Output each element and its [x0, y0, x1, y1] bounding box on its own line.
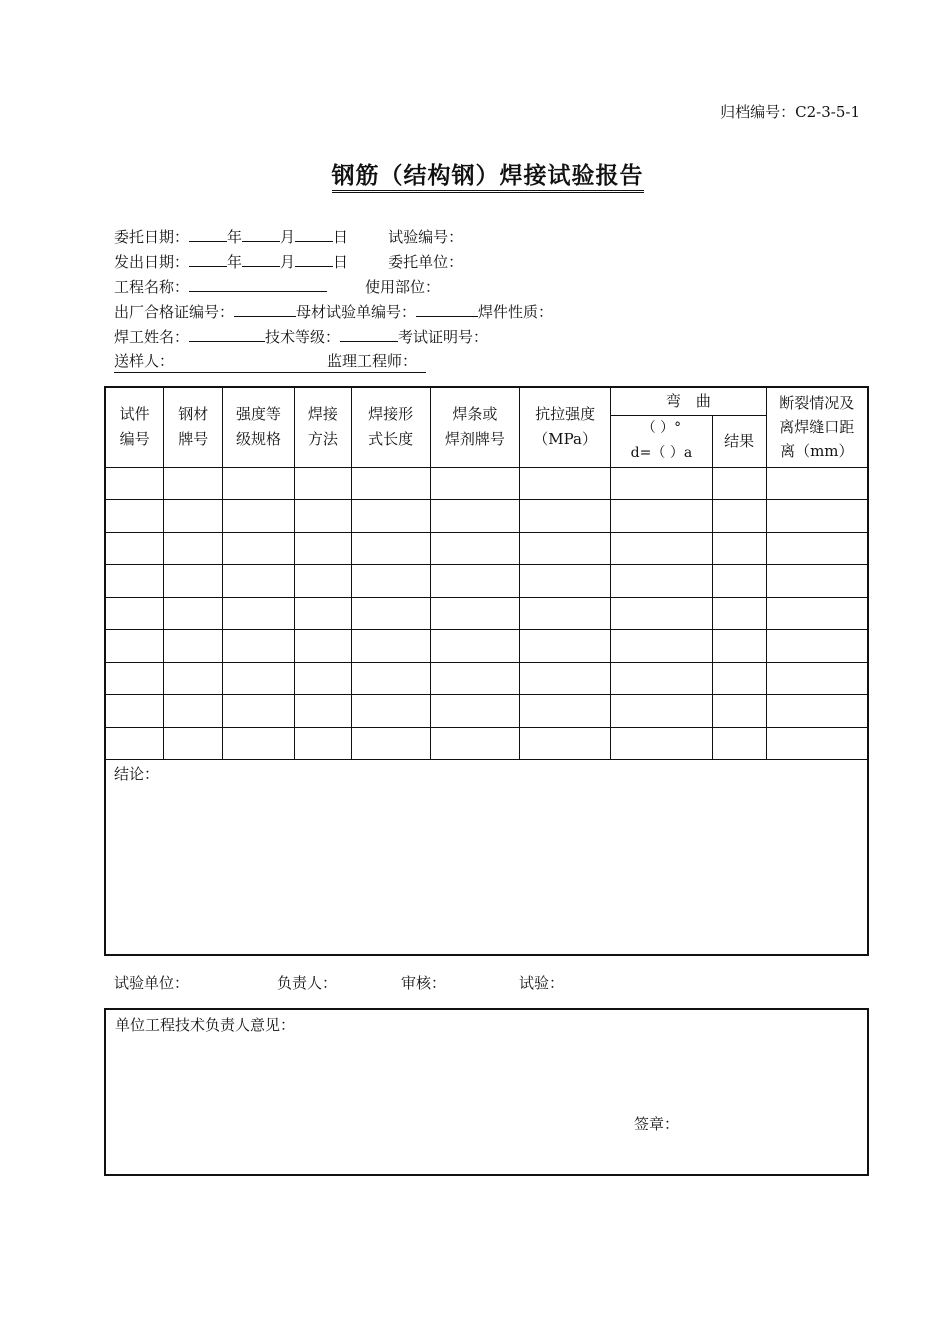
table-row	[105, 662, 868, 695]
header-row-1	[105, 387, 868, 415]
header-text-line: 试件	[119, 405, 150, 424]
table-cell[interactable]	[105, 630, 164, 663]
header-text-line: 断裂情况及	[779, 394, 855, 413]
table-cell[interactable]	[223, 467, 295, 500]
table-cell[interactable]	[223, 662, 295, 695]
table-cell[interactable]	[766, 597, 868, 630]
entrust-unit-label: 委托单位：	[388, 253, 464, 271]
table-cell[interactable]	[611, 532, 713, 565]
entrust-month-blank[interactable]	[242, 227, 280, 242]
line-sender	[114, 350, 426, 373]
header-text-line: 级规格	[236, 430, 282, 449]
conclusion-row	[105, 760, 868, 956]
table-cell[interactable]	[611, 500, 713, 533]
entrust-date-label: 委托日期：	[114, 228, 190, 246]
table-cell[interactable]	[294, 630, 351, 663]
table-cell[interactable]	[294, 500, 351, 533]
header-text-line: 式长度	[368, 430, 414, 449]
table-cell[interactable]	[105, 532, 164, 565]
table-cell[interactable]	[351, 695, 430, 728]
table-cell[interactable]	[430, 532, 520, 565]
opinion-label: 单位工程技术负责人意见：	[115, 1016, 296, 1034]
header-text-line: （ ）°	[641, 420, 682, 436]
header-text-line: 牌号	[178, 430, 209, 449]
month-label: 月	[280, 228, 296, 246]
header-text-line: 焊剂牌号	[444, 430, 505, 449]
header-text-line: 方法	[307, 430, 338, 449]
table-cell[interactable]	[712, 565, 766, 598]
header-text-line: d=（ ）a	[630, 445, 693, 461]
table-cell[interactable]	[766, 565, 868, 598]
results-table	[104, 386, 869, 956]
table-cell[interactable]	[430, 467, 520, 500]
issue-day-blank[interactable]	[295, 252, 333, 267]
table-cell[interactable]	[430, 662, 520, 695]
table-cell[interactable]	[712, 662, 766, 695]
factory-cert-blank[interactable]	[234, 302, 296, 317]
table-cell[interactable]	[164, 727, 223, 760]
project-name-label: 工程名称：	[114, 278, 190, 296]
table-cell[interactable]	[712, 727, 766, 760]
table-cell[interactable]	[351, 662, 430, 695]
day-label: 日	[333, 228, 349, 246]
header-bend-angle	[611, 415, 713, 467]
table-cell[interactable]	[611, 662, 713, 695]
test-no-label: 试验编号：	[388, 228, 464, 246]
table-cell[interactable]	[164, 532, 223, 565]
tech-grade-blank[interactable]	[340, 327, 398, 342]
issue-date-label: 发出日期：	[114, 253, 190, 271]
table-row	[105, 695, 868, 728]
header-text-line: 焊接	[307, 405, 338, 424]
base-test-label: 母材试验单编号：	[296, 303, 417, 321]
month-label: 月	[280, 253, 296, 271]
table-row	[105, 630, 868, 663]
table-cell[interactable]	[430, 727, 520, 760]
table-row	[105, 597, 868, 630]
table-cell[interactable]	[520, 500, 611, 533]
table-cell[interactable]	[611, 467, 713, 500]
header-text-line: 焊条或	[452, 405, 498, 424]
issue-year-blank[interactable]	[189, 252, 227, 267]
welder-name-blank[interactable]	[189, 327, 265, 342]
table-cell[interactable]	[611, 695, 713, 728]
header-tensile	[520, 387, 611, 467]
header-weld-form	[351, 387, 430, 467]
header-text-line: 焊接形	[368, 405, 414, 424]
year-label: 年	[227, 253, 243, 271]
year-label: 年	[227, 228, 243, 246]
table-cell[interactable]	[294, 695, 351, 728]
table-cell[interactable]	[351, 565, 430, 598]
table-cell[interactable]	[430, 695, 520, 728]
table-cell[interactable]	[294, 597, 351, 630]
table-cell[interactable]	[164, 662, 223, 695]
entrust-year-blank[interactable]	[189, 227, 227, 242]
table-cell[interactable]	[164, 500, 223, 533]
table-cell[interactable]	[766, 727, 868, 760]
table-cell[interactable]	[611, 727, 713, 760]
table-row	[105, 532, 868, 565]
archive-number: 归档编号：C2-3-5-1	[720, 103, 860, 121]
table-cell[interactable]	[164, 565, 223, 598]
table-cell[interactable]	[105, 500, 164, 533]
table-cell[interactable]	[223, 597, 295, 630]
issue-month-blank[interactable]	[242, 252, 280, 267]
table-cell[interactable]	[105, 727, 164, 760]
table-cell[interactable]	[223, 695, 295, 728]
line-issue-date	[114, 251, 463, 273]
table-cell[interactable]	[712, 467, 766, 500]
line-welder	[114, 326, 488, 348]
table-cell[interactable]	[611, 597, 713, 630]
table-cell[interactable]	[520, 467, 611, 500]
table-cell[interactable]	[520, 532, 611, 565]
table-cell[interactable]	[766, 500, 868, 533]
table-cell[interactable]	[520, 597, 611, 630]
table-cell[interactable]	[430, 500, 520, 533]
table-cell[interactable]	[520, 662, 611, 695]
table-cell[interactable]	[105, 597, 164, 630]
line-certs	[114, 301, 553, 323]
header-text-line: 离（mm）	[780, 442, 854, 461]
review-label: 审核：	[401, 974, 447, 992]
header-weld-method	[294, 387, 351, 467]
base-test-blank[interactable]	[416, 302, 478, 317]
header-text-line: 编号	[119, 430, 150, 449]
supervisor-label: 监理工程师：	[327, 352, 418, 370]
table-cell[interactable]	[611, 565, 713, 598]
table-cell[interactable]	[351, 532, 430, 565]
header-text-line: 强度等	[236, 405, 282, 424]
factory-cert-label: 出厂合格证编号：	[114, 303, 235, 321]
exam-cert-label: 考试证明号：	[398, 328, 489, 346]
table-cell[interactable]	[351, 630, 430, 663]
table-cell[interactable]	[611, 630, 713, 663]
use-location-label: 使用部位：	[365, 278, 441, 296]
table-cell[interactable]	[712, 597, 766, 630]
entrust-day-blank[interactable]	[295, 227, 333, 242]
day-label: 日	[333, 253, 349, 271]
table-cell[interactable]	[223, 500, 295, 533]
table-cell[interactable]	[430, 630, 520, 663]
table-cell[interactable]	[223, 532, 295, 565]
table-cell[interactable]	[294, 565, 351, 598]
header-fracture	[766, 387, 868, 467]
table-cell[interactable]	[294, 727, 351, 760]
table-cell[interactable]	[294, 467, 351, 500]
header-bend: 弯 曲	[611, 387, 767, 415]
table-cell[interactable]	[223, 727, 295, 760]
test-unit-label: 试验单位：	[114, 974, 190, 992]
header-electrode	[430, 387, 520, 467]
table-cell[interactable]	[105, 662, 164, 695]
line-entrust-date	[114, 226, 463, 248]
table-cell[interactable]	[351, 467, 430, 500]
table-cell[interactable]	[766, 467, 868, 500]
title-text: 钢筋（结构钢）焊接试验报告	[332, 162, 644, 193]
conclusion-label: 结论：	[114, 765, 160, 783]
table-row	[105, 565, 868, 598]
project-name-blank[interactable]	[189, 277, 327, 292]
table-cell[interactable]	[520, 565, 611, 598]
signature-row	[114, 972, 564, 994]
line-project	[114, 276, 440, 298]
table-cell[interactable]	[520, 695, 611, 728]
table-cell[interactable]	[223, 630, 295, 663]
table-cell[interactable]	[105, 695, 164, 728]
table-cell[interactable]	[351, 727, 430, 760]
table-row	[105, 467, 868, 500]
weld-property-label: 焊件性质：	[478, 303, 554, 321]
table-cell[interactable]	[712, 532, 766, 565]
table-cell[interactable]	[430, 565, 520, 598]
header-text-line: 钢材	[178, 405, 209, 424]
header-text-line: （MPa）	[533, 430, 598, 449]
welder-name-label: 焊工姓名：	[114, 328, 190, 346]
header-text-line: 抗拉强度	[535, 405, 596, 424]
table-row	[105, 727, 868, 760]
table-cell[interactable]	[351, 597, 430, 630]
table-cell[interactable]	[712, 695, 766, 728]
header-strength-grade	[223, 387, 295, 467]
conclusion-cell[interactable]	[105, 760, 868, 956]
table-cell[interactable]	[712, 630, 766, 663]
table-cell[interactable]	[105, 467, 164, 500]
tech-grade-label: 技术等级：	[265, 328, 341, 346]
header-bend-result: 结果	[712, 415, 766, 467]
table-cell[interactable]	[294, 662, 351, 695]
table-cell[interactable]	[712, 500, 766, 533]
table-cell[interactable]	[164, 597, 223, 630]
table-cell[interactable]	[164, 467, 223, 500]
table-cell[interactable]	[766, 695, 868, 728]
table-cell[interactable]	[294, 532, 351, 565]
header-steel-brand	[164, 387, 223, 467]
header-text-line: 离焊缝口距	[779, 418, 855, 437]
page-title	[0, 157, 950, 190]
table-cell[interactable]	[430, 597, 520, 630]
person-in-charge-label: 负责人：	[277, 974, 338, 992]
table-cell[interactable]	[766, 532, 868, 565]
table-cell[interactable]	[164, 695, 223, 728]
opinion-box[interactable]	[104, 1008, 869, 1176]
table-cell[interactable]	[351, 500, 430, 533]
table-cell[interactable]	[105, 565, 164, 598]
header-specimen-no	[105, 387, 164, 467]
table-cell[interactable]	[520, 630, 611, 663]
tester-label: 试验：	[519, 974, 565, 992]
table-cell[interactable]	[766, 662, 868, 695]
table-cell[interactable]	[766, 630, 868, 663]
sender-label: 送样人：	[114, 352, 175, 370]
table-cell[interactable]	[164, 630, 223, 663]
table-row	[105, 500, 868, 533]
table-cell[interactable]	[223, 565, 295, 598]
table-cell[interactable]	[520, 727, 611, 760]
stamp-label: 签章：	[634, 1115, 680, 1133]
